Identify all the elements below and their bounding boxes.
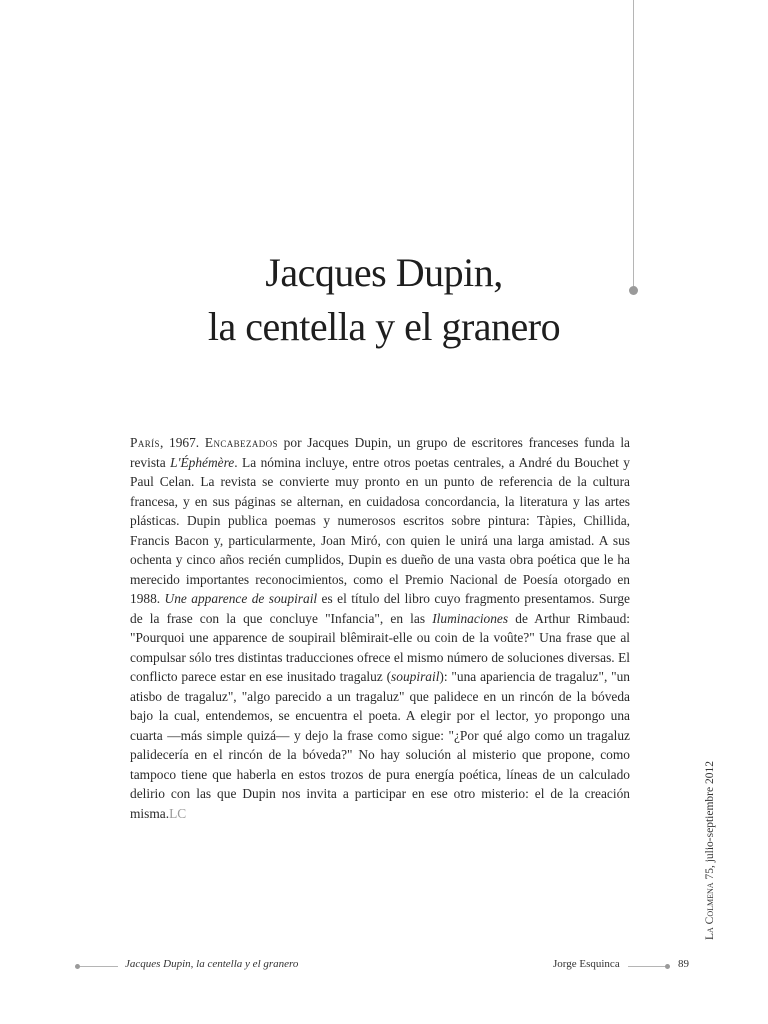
side-credit-magazine: La Colmena xyxy=(704,882,716,940)
book-title: Une apparence de soupirail xyxy=(164,591,318,606)
iluminaciones-title: Iluminaciones xyxy=(432,610,509,626)
side-credit-issue: 75, julio-septiembre 2012 xyxy=(704,761,716,883)
article-body xyxy=(130,433,630,823)
lead-place: París xyxy=(130,435,160,450)
article-text-3: es el título del libro cuyo fragmento presentamos. Surge de la frase con la que concluye "Infancia", en las xyxy=(130,591,630,626)
article-text-2: . La nómina incluye, entre otros poetas centrales, a André du Bouchet y Paul Celan. La revista se convierte muy pronto en un punto de referencia de la cultura francesa, y en sus páginas se alternan, en cuidadosa concordancia, la literatura y las artes plásticas. Dupin publica poemas y numerosos escritos sobre pintura: Tàpies, Chillida, Francis Bacon y, particularmente, Joan Miró, con quien le unirá una larga amistad. A sus ochenta y cinco años recién cumplidos, Dupin es dueño de una vasta obra poética que le ha merecido importantes reconocimientos, como el Premio Nacional de Poesía otorgado en 1988. xyxy=(130,454,630,606)
article-text-1: por Jacques Dupin, un grupo de escritores franceses funda la revista xyxy=(130,435,630,470)
lead-word: Encabezados xyxy=(204,435,278,450)
title-line-1: Jacques Dupin, xyxy=(265,250,503,295)
magazine-title: L'Éphémère xyxy=(170,454,235,470)
footer-left-rule xyxy=(80,966,118,967)
article-text-4: de Arthur Rimbaud: "Pourquoi une apparence de soupirail blêmirait-elle ou coin de la voûte?" Una frase que al compulsar sólo tres distintas traducciones ofrece el mismo número de soluciones diversas. El conflicto parece estar en ese inusitado tragaluz ( xyxy=(130,610,630,684)
page-footer xyxy=(0,958,768,974)
footer-author: Jorge Esquinca xyxy=(553,958,620,970)
page-number: 89 xyxy=(678,958,689,970)
article-text-5: ): "una apariencia de tragaluz", "un atisbo de tragaluz", "algo parecido a un tragaluz" que palidece en un rincón de la bóveda bajo la cual, entendemos, se encuentra el poeta. A elegir por el lector, yo propongo una cuarta —más simple quizá— y dejo la frase como sigue: "¿Por qué algo como un tragaluz palidecería en el rincón de la bóveda?" No hay solución al misterio que propone, como tampoco tiene que haberla en estos trozos de pura energía poética, líneas de un calculado delirio con las que Dupin nos invita a participar en ese otro misterio: el de la creación misma. xyxy=(130,669,630,821)
soupirail-word: soupirail xyxy=(391,669,440,684)
footer-right-rule xyxy=(628,966,666,967)
vertical-rule xyxy=(633,0,634,286)
footer-right-dot xyxy=(665,964,670,969)
footer-running-title: Jacques Dupin, la centella y el granero xyxy=(125,958,299,970)
side-credit xyxy=(704,761,716,940)
article-title xyxy=(0,246,768,354)
lead-separator: , 1967. xyxy=(159,435,205,450)
end-mark: LC xyxy=(169,805,187,821)
title-line-2: la centella y el granero xyxy=(207,304,561,349)
